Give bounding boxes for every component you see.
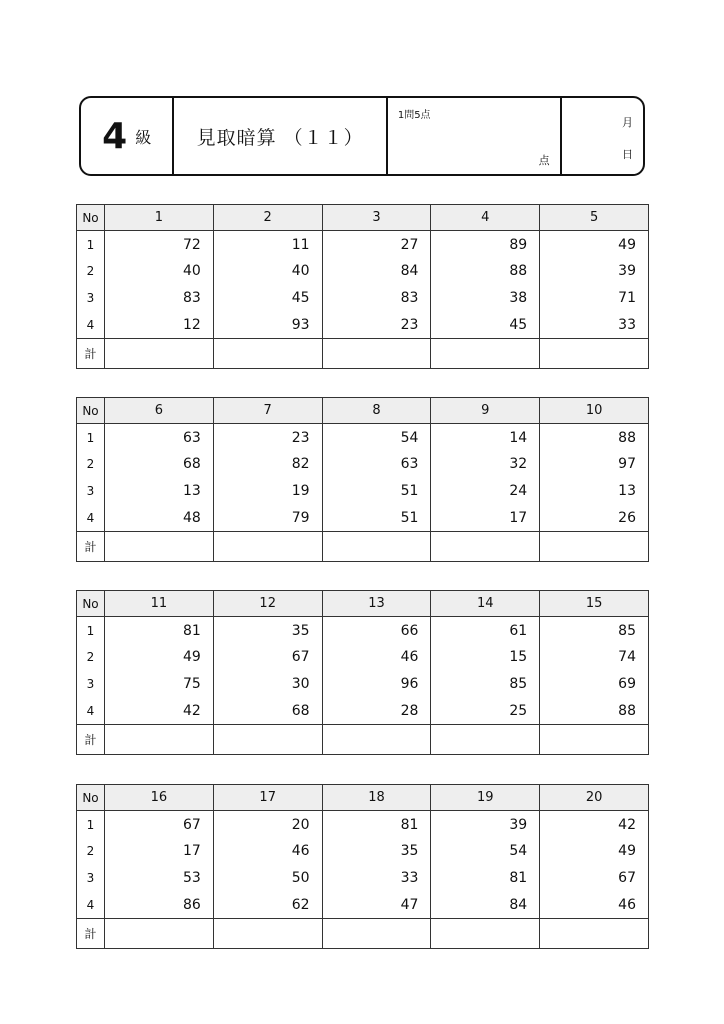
number-cell: 49 (540, 838, 649, 865)
number-cell: 14 (431, 424, 540, 451)
problem-table-4 (76, 784, 649, 949)
number-cell: 40 (213, 258, 322, 285)
number-cell: 28 (322, 698, 431, 725)
table-row (77, 451, 649, 478)
problem-number: 11 (105, 591, 214, 617)
number-cell: 81 (105, 617, 214, 644)
row-number: 4 (77, 505, 105, 532)
number-cell: 66 (322, 617, 431, 644)
number-cell: 26 (540, 505, 649, 532)
problem-table-1 (76, 204, 649, 369)
number-cell: 88 (540, 698, 649, 725)
number-cell: 47 (322, 892, 431, 919)
number-cell: 68 (213, 698, 322, 725)
number-cell: 68 (105, 451, 214, 478)
number-cell: 15 (431, 644, 540, 671)
number-cell: 62 (213, 892, 322, 919)
number-cell: 49 (540, 231, 649, 258)
answer-cell[interactable] (105, 919, 214, 949)
total-row (77, 919, 649, 949)
answer-cell[interactable] (540, 339, 649, 369)
table-header-row (77, 398, 649, 424)
number-cell: 45 (213, 285, 322, 312)
answer-cell[interactable] (540, 725, 649, 755)
number-cell: 23 (322, 312, 431, 339)
number-cell: 13 (540, 478, 649, 505)
problem-number: 7 (213, 398, 322, 424)
number-cell: 23 (213, 424, 322, 451)
number-cell: 84 (431, 892, 540, 919)
number-cell: 72 (105, 231, 214, 258)
row-number: 1 (77, 424, 105, 451)
no-header: No (77, 591, 105, 617)
score-note: 1問5点 (397, 110, 431, 121)
answer-cell[interactable] (540, 919, 649, 949)
number-cell: 83 (322, 285, 431, 312)
row-number: 2 (77, 451, 105, 478)
number-cell: 54 (322, 424, 431, 451)
table-row (77, 892, 649, 919)
number-cell: 67 (213, 644, 322, 671)
number-cell: 30 (213, 671, 322, 698)
row-number: 4 (77, 312, 105, 339)
number-cell: 84 (322, 258, 431, 285)
problem-number: 17 (213, 785, 322, 811)
number-cell: 93 (213, 312, 322, 339)
table-row (77, 285, 649, 312)
table-row (77, 698, 649, 725)
row-number: 4 (77, 698, 105, 725)
number-cell: 85 (540, 617, 649, 644)
row-number: 2 (77, 838, 105, 865)
number-cell: 33 (322, 865, 431, 892)
problem-number: 9 (431, 398, 540, 424)
number-cell: 38 (431, 285, 540, 312)
total-label: 計 (77, 532, 105, 562)
number-cell: 82 (213, 451, 322, 478)
number-cell: 39 (540, 258, 649, 285)
number-cell: 35 (213, 617, 322, 644)
number-cell: 83 (105, 285, 214, 312)
answer-cell[interactable] (431, 339, 540, 369)
number-cell: 25 (431, 698, 540, 725)
number-cell: 33 (540, 312, 649, 339)
problem-number: 13 (322, 591, 431, 617)
number-cell: 81 (431, 865, 540, 892)
number-cell: 42 (540, 811, 649, 838)
number-cell: 89 (431, 231, 540, 258)
answer-cell[interactable] (322, 339, 431, 369)
number-cell: 35 (322, 838, 431, 865)
table-row (77, 838, 649, 865)
total-label: 計 (77, 725, 105, 755)
table-row (77, 478, 649, 505)
number-cell: 74 (540, 644, 649, 671)
total-label: 計 (77, 919, 105, 949)
row-number: 1 (77, 231, 105, 258)
answer-cell[interactable] (322, 725, 431, 755)
number-cell: 75 (105, 671, 214, 698)
grade-number: 4 (102, 115, 128, 157)
number-cell: 88 (431, 258, 540, 285)
problem-number: 20 (540, 785, 649, 811)
day-label: 日 (622, 148, 634, 161)
problem-number: 4 (431, 205, 540, 231)
number-cell: 45 (431, 312, 540, 339)
table-row (77, 671, 649, 698)
problem-number: 5 (540, 205, 649, 231)
answer-cell[interactable] (105, 532, 214, 562)
number-cell: 42 (105, 698, 214, 725)
grade-label: 級 (135, 127, 152, 147)
number-cell: 54 (431, 838, 540, 865)
answer-cell[interactable] (540, 532, 649, 562)
problem-number: 19 (431, 785, 540, 811)
problem-number: 6 (105, 398, 214, 424)
number-cell: 19 (213, 478, 322, 505)
score-unit: 点 (538, 154, 550, 167)
answer-cell[interactable] (322, 532, 431, 562)
total-label: 計 (77, 339, 105, 369)
number-cell: 69 (540, 671, 649, 698)
number-cell: 85 (431, 671, 540, 698)
problem-number: 10 (540, 398, 649, 424)
number-cell: 88 (540, 424, 649, 451)
answer-cell[interactable] (322, 919, 431, 949)
row-number: 3 (77, 671, 105, 698)
total-row (77, 532, 649, 562)
number-cell: 40 (105, 258, 214, 285)
number-cell: 86 (105, 892, 214, 919)
number-cell: 49 (105, 644, 214, 671)
number-cell: 50 (213, 865, 322, 892)
table-header-row (77, 205, 649, 231)
row-number: 2 (77, 258, 105, 285)
number-cell: 79 (213, 505, 322, 532)
number-cell: 71 (540, 285, 649, 312)
no-header: No (77, 785, 105, 811)
number-cell: 61 (431, 617, 540, 644)
answer-cell[interactable] (431, 532, 540, 562)
number-cell: 96 (322, 671, 431, 698)
row-number: 3 (77, 865, 105, 892)
number-cell: 97 (540, 451, 649, 478)
number-cell: 67 (540, 865, 649, 892)
number-cell: 51 (322, 505, 431, 532)
row-number: 3 (77, 478, 105, 505)
answer-cell[interactable] (431, 725, 540, 755)
table-row (77, 231, 649, 258)
number-cell: 32 (431, 451, 540, 478)
table-row (77, 865, 649, 892)
table-row (77, 617, 649, 644)
number-cell: 48 (105, 505, 214, 532)
number-cell: 27 (322, 231, 431, 258)
problem-table-2 (76, 397, 649, 562)
table-row (77, 424, 649, 451)
number-cell: 46 (213, 838, 322, 865)
row-number: 1 (77, 811, 105, 838)
answer-cell[interactable] (213, 339, 322, 369)
problem-number: 2 (213, 205, 322, 231)
table-row (77, 505, 649, 532)
number-cell: 12 (105, 312, 214, 339)
number-cell: 53 (105, 865, 214, 892)
row-number: 2 (77, 644, 105, 671)
table-row (77, 644, 649, 671)
problem-number: 18 (322, 785, 431, 811)
table-header-row (77, 785, 649, 811)
answer-cell[interactable] (213, 725, 322, 755)
no-header: No (77, 205, 105, 231)
problem-number: 1 (105, 205, 214, 231)
answer-cell[interactable] (431, 919, 540, 949)
answer-cell[interactable] (105, 339, 214, 369)
problem-number: 16 (105, 785, 214, 811)
problem-number: 15 (540, 591, 649, 617)
number-cell: 67 (105, 811, 214, 838)
table-header-row (77, 591, 649, 617)
score-cell[interactable] (388, 98, 562, 174)
total-row (77, 339, 649, 369)
answer-cell[interactable] (213, 919, 322, 949)
problem-table-3 (76, 590, 649, 755)
number-cell: 51 (322, 478, 431, 505)
number-cell: 24 (431, 478, 540, 505)
table-row (77, 811, 649, 838)
table-row (77, 258, 649, 285)
date-cell[interactable] (562, 98, 643, 174)
table-row (77, 312, 649, 339)
answer-cell[interactable] (105, 725, 214, 755)
number-cell: 17 (431, 505, 540, 532)
number-cell: 11 (213, 231, 322, 258)
number-cell: 17 (105, 838, 214, 865)
grade-cell (81, 98, 174, 174)
problem-number: 12 (213, 591, 322, 617)
number-cell: 63 (322, 451, 431, 478)
number-cell: 13 (105, 478, 214, 505)
no-header: No (77, 398, 105, 424)
problem-number: 8 (322, 398, 431, 424)
row-number: 1 (77, 617, 105, 644)
problem-number: 3 (322, 205, 431, 231)
row-number: 4 (77, 892, 105, 919)
answer-cell[interactable] (213, 532, 322, 562)
worksheet-header (79, 96, 645, 176)
number-cell: 39 (431, 811, 540, 838)
number-cell: 81 (322, 811, 431, 838)
number-cell: 46 (540, 892, 649, 919)
worksheet-title: 見取暗算 （１１） (174, 98, 387, 174)
problem-number: 14 (431, 591, 540, 617)
number-cell: 46 (322, 644, 431, 671)
number-cell: 20 (213, 811, 322, 838)
number-cell: 63 (105, 424, 214, 451)
month-label: 月 (622, 116, 634, 129)
total-row (77, 725, 649, 755)
row-number: 3 (77, 285, 105, 312)
